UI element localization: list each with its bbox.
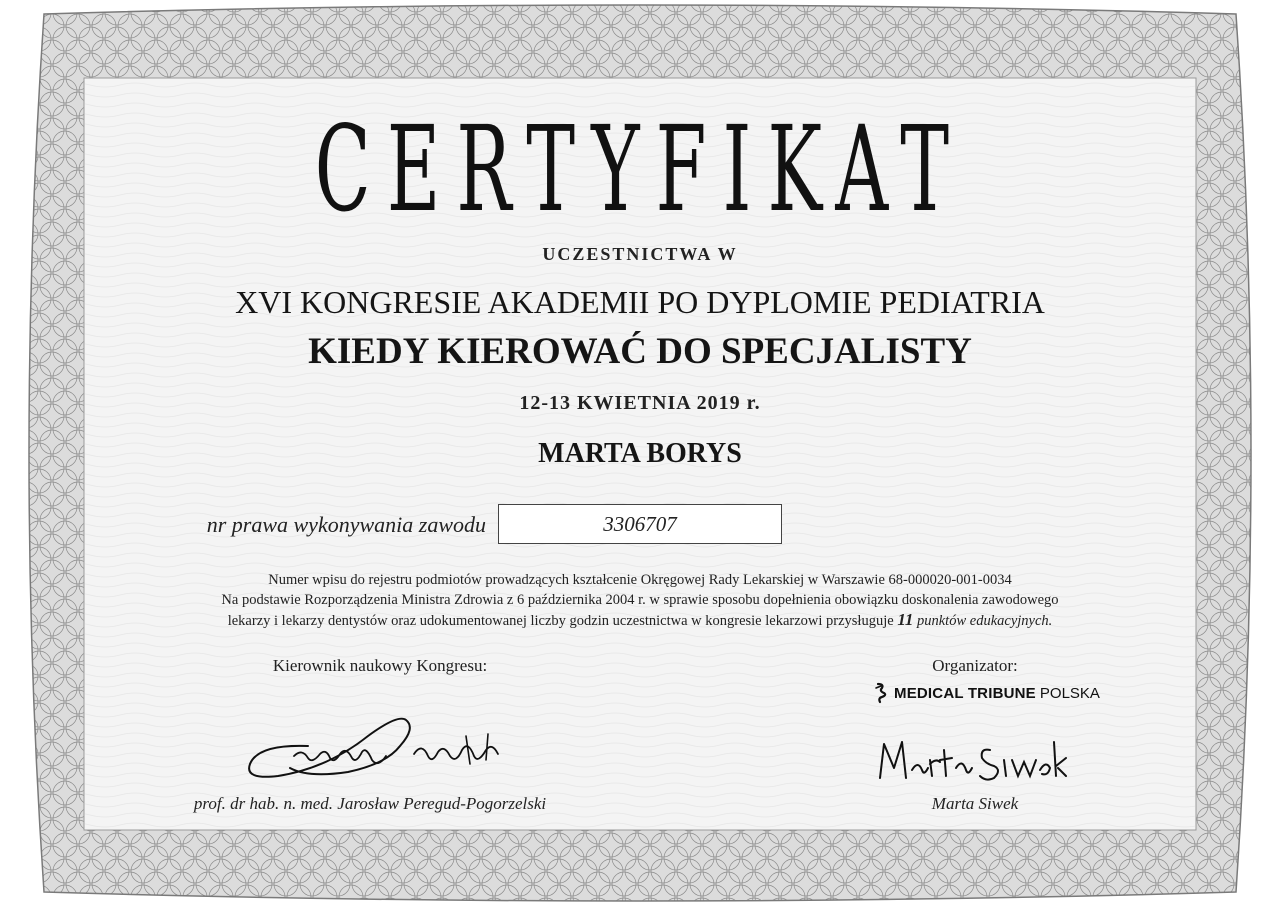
congress-name: XVI KONGRESIE AKADEMII PO DYPLOMIE PEDIATRIA: [235, 284, 1045, 320]
participant-name: MARTA BORYS: [538, 438, 742, 469]
license-label: nr prawa wykonywania zawodu: [206, 512, 486, 537]
organizer-logo: [872, 680, 1102, 706]
scientific-lead-name: prof. dr hab. n. med. Jarosław Peregud-Pogorzelski: [193, 794, 547, 813]
certificate-title: CERTYFIKAT: [314, 100, 966, 238]
medical-tribune-logo-icon: [872, 682, 890, 704]
congress-topic: KIEDY KIEROWAĆ DO SPECJALISTY: [308, 331, 972, 372]
scientific-lead-signature: [238, 706, 520, 792]
legal-line-2: Na podstawie Rozporządzenia Ministra Zdrowia z 6 października 2004 r. w sprawie sposobu dopełnienia obowiązku doskonalenia zawodowego: [221, 592, 1059, 608]
license-number-field: 3306707: [498, 504, 782, 544]
organizer-signature: [872, 730, 1068, 792]
legal-notice: [120, 570, 1160, 631]
legal-line-1: Numer wpisu do rejestru podmiotów prowadzących kształcenie Okręgowej Rady Lekarskiej w Warszawie 68-000020-001-0034: [268, 572, 1012, 588]
legal-line-3-text: lekarzy i lekarzy dentystów oraz udokumentowanej liczby godzin uczestnictwa w kongresie lekarzowi przysługuje: [227, 613, 894, 629]
scientific-lead-title: Kierownik naukowy Kongresu:: [272, 656, 488, 675]
legal-line-3: [120, 610, 1160, 631]
logo-brand-strong: MEDICAL TRIBUNE: [894, 684, 1036, 702]
education-points-suffix: punktów edukacyjnych.: [917, 613, 1053, 629]
certificate-subtitle: UCZESTNICTWA W: [542, 244, 738, 264]
organizer-name: Marta Siwek: [931, 794, 1019, 813]
education-points: 11: [897, 610, 914, 629]
logo-brand-light: POLSKA: [1039, 684, 1100, 702]
organizer-title: Organizator:: [932, 656, 1018, 675]
congress-dates: 12-13 KWIETNIA 2019 r.: [519, 392, 761, 414]
